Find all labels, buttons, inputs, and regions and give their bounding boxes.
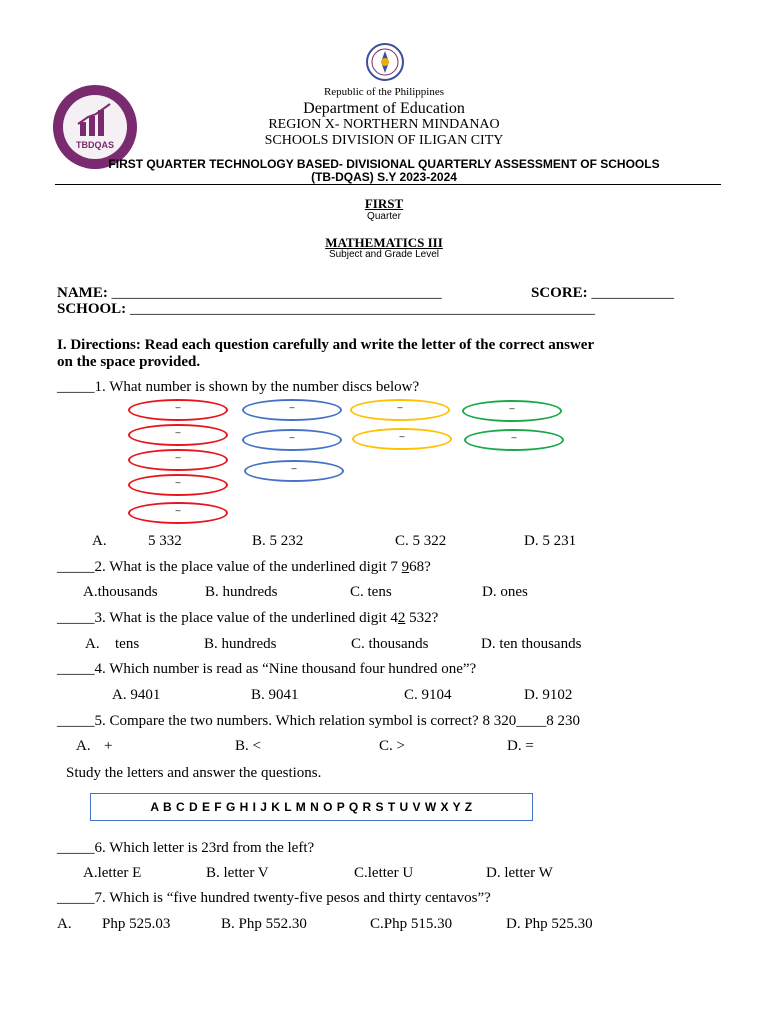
question-text: 4. Which number is read as “Nine thousand four hundred one”? (94, 661, 477, 677)
choice-c[interactable]: C. 5 322 (395, 533, 447, 549)
choice-a-value[interactable]: tens (115, 636, 140, 652)
disc-green: – (464, 429, 564, 451)
division-text: SCHOOLS DIVISION OF ILIGAN CITY (264, 133, 504, 148)
disc-red: – (128, 399, 228, 421)
choice-d[interactable]: D. letter W (486, 865, 553, 881)
choice-b[interactable]: B. 5 232 (252, 533, 304, 549)
title-divider (55, 184, 721, 185)
directions-numeral: I. (57, 337, 67, 353)
choices-q3 (0, 636, 768, 654)
quarter-label: Quarter (367, 211, 401, 222)
choice-a[interactable]: A. (92, 533, 107, 549)
assessment-title-sy: (TB-DQAS) S.Y 2023-2024 (311, 170, 457, 184)
choice-c[interactable]: C. > (379, 738, 405, 754)
subject-label: Subject and Grade Level (328, 249, 440, 260)
disc-yellow: – (350, 399, 450, 421)
choice-d[interactable]: D. 9102 (524, 687, 573, 703)
choice-c[interactable]: C. 9104 (404, 687, 452, 703)
choice-d[interactable]: D. = (507, 738, 534, 754)
underlined-digit: 2 (397, 610, 406, 626)
question-text-end: 68? (409, 559, 431, 575)
logo-text: TBDQAS (76, 140, 114, 150)
subject-value: MATHEMATICS III (325, 235, 443, 250)
question-text: 7. Which is “five hundred twenty-five pesos and thirty centavos”? (94, 890, 491, 906)
name-label: NAME: (57, 285, 108, 301)
question-text: 1. What number is shown by the number discs below? (94, 379, 420, 395)
question-text: 6. Which letter is 23rd from the left? (94, 840, 315, 856)
choice-c[interactable]: C. thousands (351, 636, 429, 652)
choices-q4 (0, 687, 768, 705)
answer-blank[interactable]: _____ (57, 610, 95, 626)
question-text: 5. Compare the two numbers. Which relation symbol is correct? 8 320____8 230 (94, 713, 580, 729)
directions-text: Directions: Read each question carefully and write the letter of the correct answer (70, 337, 595, 353)
choice-a-value[interactable]: Php 525.03 (102, 916, 171, 932)
disc-yellow: – (352, 428, 452, 450)
choices-q2 (0, 584, 768, 602)
underlined-digit: 9 (401, 559, 410, 575)
question-1 (57, 379, 419, 396)
choice-b[interactable]: B. letter V (206, 865, 269, 881)
republic-text: Republic of the Philippines (323, 86, 445, 98)
school-label: SCHOOL: (57, 301, 127, 317)
choice-c[interactable]: C.letter U (354, 865, 414, 881)
deped-seal (366, 43, 404, 81)
choices-q1 (0, 533, 768, 551)
disc-blue: – (244, 460, 344, 482)
choice-a[interactable]: A.thousands (83, 584, 158, 600)
score-field[interactable] (531, 285, 674, 302)
choices-q6 (0, 865, 768, 883)
name-field[interactable] (57, 285, 442, 302)
score-label: SCORE: (531, 285, 588, 301)
answer-blank[interactable]: _____ (57, 379, 95, 395)
answer-blank[interactable]: _____ (57, 840, 95, 856)
choice-a[interactable]: A. (57, 916, 72, 932)
score-line[interactable]: ___________ (591, 285, 674, 301)
question-5 (57, 713, 580, 730)
study-instruction: Study the letters and answer the questions. (66, 765, 322, 781)
alphabet-letters: A B C D E F G H I J K L M N O P Q R S T U V W X Y Z (150, 800, 473, 814)
disc-blue: – (242, 399, 342, 421)
choice-a-value[interactable]: 5 332 (148, 533, 182, 549)
answer-blank[interactable]: _____ (57, 713, 95, 729)
quarter-value: FIRST (364, 196, 404, 211)
choice-d[interactable]: D. Php 525.30 (506, 916, 593, 932)
disc-red: – (128, 474, 228, 496)
department-text: Department of Education (303, 100, 465, 117)
choice-a[interactable]: A. (76, 738, 91, 754)
disc-red: – (128, 424, 228, 446)
disc-blue: – (242, 429, 342, 451)
question-6 (57, 840, 314, 857)
answer-blank[interactable]: _____ (57, 559, 95, 575)
choice-c[interactable]: C. tens (350, 584, 392, 600)
choice-a[interactable]: A. (85, 636, 100, 652)
choices-q5 (0, 738, 768, 756)
choices-q7 (0, 916, 768, 934)
choice-d[interactable]: D. ten thousands (481, 636, 582, 652)
choice-c[interactable]: C.Php 515.30 (370, 916, 453, 932)
disc-red: – (128, 502, 228, 524)
disc-green: – (462, 400, 562, 422)
question-3 (57, 610, 438, 627)
question-7 (57, 890, 491, 907)
choice-a-value[interactable]: + (104, 738, 113, 754)
choice-b[interactable]: B. < (235, 738, 261, 754)
school-line[interactable]: ______________________________________________________________ (129, 301, 595, 317)
region-text: REGION X- NORTHERN MINDANAO (268, 117, 500, 132)
question-4 (57, 661, 476, 678)
question-2 (57, 559, 431, 576)
question-text: 3. What is the place value of the underlined digit 4 (94, 610, 398, 626)
choice-b[interactable]: B. hundreds (205, 584, 278, 600)
answer-blank[interactable]: _____ (57, 661, 95, 677)
directions-line2: on the space provided. (57, 354, 201, 370)
choice-b[interactable]: B. hundreds (204, 636, 277, 652)
disc-red: – (128, 449, 228, 471)
choice-b[interactable]: B. Php 552.30 (221, 916, 307, 932)
directions-line1 (57, 337, 594, 354)
answer-blank[interactable]: _____ (57, 890, 95, 906)
question-text-end: 532? (405, 610, 439, 626)
choice-b[interactable]: B. 9041 (251, 687, 299, 703)
question-text: 2. What is the place value of the underlined digit 7 (94, 559, 402, 575)
choice-d[interactable]: D. 5 231 (524, 533, 577, 549)
school-field[interactable] (57, 301, 595, 318)
name-line[interactable]: ____________________________________________ (111, 285, 442, 301)
choice-a[interactable]: A. 9401 (112, 687, 161, 703)
assessment-title: FIRST QUARTER TECHNOLOGY BASED- DIVISIONAL QUARTERLY ASSESSMENT OF SCHOOLS (108, 157, 660, 171)
choice-a[interactable]: A.letter E (83, 865, 142, 881)
choice-d[interactable]: D. ones (482, 584, 528, 600)
